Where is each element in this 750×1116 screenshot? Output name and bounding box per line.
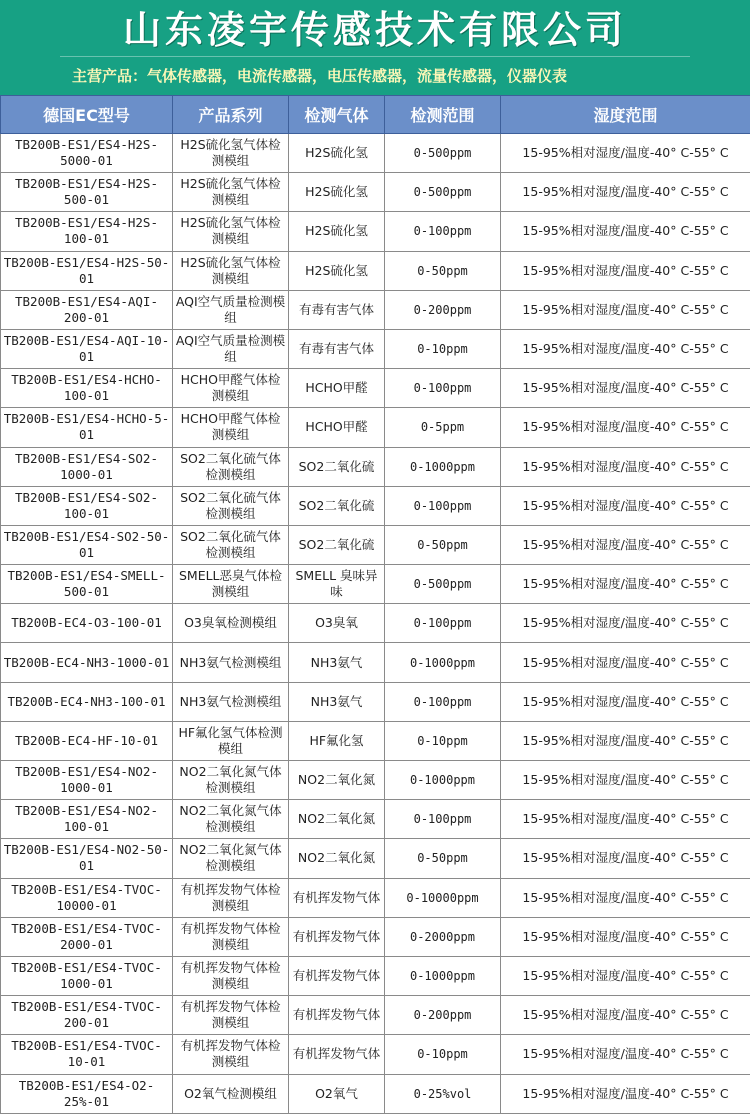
cell-gas: NH3氨气 <box>289 682 385 721</box>
cell-range: 0-1000ppm <box>385 956 501 995</box>
table-row <box>1 643 750 682</box>
cell-humidity: 15-95%相对湿度/温度-40° C-55° C <box>501 917 750 956</box>
cell-model: TB200B-ES1/ES4-AQI-10-01 <box>1 329 173 368</box>
cell-series: 有机挥发物气体检测模组 <box>173 1035 289 1074</box>
cell-model: TB200B-ES1/ES4-O2-25%-01 <box>1 1074 173 1113</box>
cell-range: 0-50ppm <box>385 839 501 878</box>
cell-gas: 有毒有害气体 <box>289 329 385 368</box>
cell-series: AQI空气质量检测模组 <box>173 290 289 329</box>
cell-range: 0-1000ppm <box>385 447 501 486</box>
cell-humidity: 15-95%相对湿度/温度-40° C-55° C <box>501 369 750 408</box>
cell-humidity: 15-95%相对湿度/温度-40° C-55° C <box>501 682 750 721</box>
cell-range: 0-10ppm <box>385 329 501 368</box>
company-name: 山东凌宇传感技术有限公司 <box>122 7 627 52</box>
cell-range: 0-10ppm <box>385 721 501 760</box>
cell-model: TB200B-ES1/ES4-TVOC-10000-01 <box>1 878 173 917</box>
cell-series: O2氧气检测模组 <box>173 1074 289 1113</box>
cell-gas: H2S硫化氢 <box>289 173 385 212</box>
cell-series: HCHO甲醛气体检测模组 <box>173 369 289 408</box>
cell-humidity: 15-95%相对湿度/温度-40° C-55° C <box>501 173 750 212</box>
table-row <box>1 134 750 173</box>
cell-humidity: 15-95%相对湿度/温度-40° C-55° C <box>501 212 750 251</box>
cell-series: O3臭氧检测模组 <box>173 604 289 643</box>
cell-gas: NO2二氧化氮 <box>289 761 385 800</box>
cell-range: 0-100ppm <box>385 369 501 408</box>
table-row <box>1 956 750 995</box>
cell-range: 0-25%vol <box>385 1074 501 1113</box>
cell-series: HF氟化氢气体检测模组 <box>173 721 289 760</box>
table-row <box>1 878 750 917</box>
cell-gas: NO2二氧化氮 <box>289 839 385 878</box>
cell-range: 0-1000ppm <box>385 643 501 682</box>
cell-humidity: 15-95%相对湿度/温度-40° C-55° C <box>501 878 750 917</box>
cell-humidity: 15-95%相对湿度/温度-40° C-55° C <box>501 839 750 878</box>
cell-gas: NO2二氧化氮 <box>289 800 385 839</box>
cell-humidity: 15-95%相对湿度/温度-40° C-55° C <box>501 251 750 290</box>
cell-range: 0-2000ppm <box>385 917 501 956</box>
cell-series: SO2二氧化硫气体检测模组 <box>173 525 289 564</box>
cell-gas: SMELL 臭味异味 <box>289 565 385 604</box>
cell-gas: 有机挥发物气体 <box>289 996 385 1035</box>
main-products-line: 主营产品：气体传感器，电流传感器，电压传感器，流量传感器，仪器仪表 <box>72 67 568 85</box>
cell-range: 0-100ppm <box>385 682 501 721</box>
cell-range: 0-100ppm <box>385 800 501 839</box>
cell-gas: SO2二氧化硫 <box>289 486 385 525</box>
cell-model: TB200B-ES1/ES4-HCHO-5-01 <box>1 408 173 447</box>
table-row <box>1 173 750 212</box>
cell-model: TB200B-ES1/ES4-TVOC-200-01 <box>1 996 173 1035</box>
cell-model: TB200B-EC4-HF-10-01 <box>1 721 173 760</box>
cell-gas: HCHO甲醛 <box>289 369 385 408</box>
cell-model: TB200B-ES1/ES4-NO2-1000-01 <box>1 761 173 800</box>
cell-range: 0-10000ppm <box>385 878 501 917</box>
table-row <box>1 565 750 604</box>
cell-model: TB200B-ES1/ES4-SO2-100-01 <box>1 486 173 525</box>
banner-divider <box>60 56 690 57</box>
cell-model: TB200B-ES1/ES4-NO2-50-01 <box>1 839 173 878</box>
table-row <box>1 761 750 800</box>
column-header-gas: 检测气体 <box>289 96 385 134</box>
cell-series: NH3氨气检测模组 <box>173 643 289 682</box>
cell-gas: 有机挥发物气体 <box>289 956 385 995</box>
cell-gas: O2氧气 <box>289 1074 385 1113</box>
cell-humidity: 15-95%相对湿度/温度-40° C-55° C <box>501 1074 750 1113</box>
cell-gas: H2S硫化氢 <box>289 251 385 290</box>
cell-humidity: 15-95%相对湿度/温度-40° C-55° C <box>501 525 750 564</box>
column-header-humidity: 湿度范围 <box>501 96 750 134</box>
cell-series: SO2二氧化硫气体检测模组 <box>173 447 289 486</box>
cell-model: TB200B-ES1/ES4-SO2-1000-01 <box>1 447 173 486</box>
cell-model: TB200B-ES1/ES4-H2S-50-01 <box>1 251 173 290</box>
cell-humidity: 15-95%相对湿度/温度-40° C-55° C <box>501 486 750 525</box>
column-header-model: 德国EC型号 <box>1 96 173 134</box>
table-row <box>1 1035 750 1074</box>
company-banner <box>0 0 750 95</box>
cell-range: 0-500ppm <box>385 134 501 173</box>
cell-gas: H2S硫化氢 <box>289 134 385 173</box>
table-row <box>1 369 750 408</box>
table-header-row <box>1 96 750 134</box>
cell-range: 0-50ppm <box>385 525 501 564</box>
table-row <box>1 486 750 525</box>
cell-series: AQI空气质量检测模组 <box>173 329 289 368</box>
cell-model: TB200B-ES1/ES4-TVOC-1000-01 <box>1 956 173 995</box>
cell-humidity: 15-95%相对湿度/温度-40° C-55° C <box>501 956 750 995</box>
table-row <box>1 251 750 290</box>
cell-series: 有机挥发物气体检测模组 <box>173 917 289 956</box>
cell-humidity: 15-95%相对湿度/温度-40° C-55° C <box>501 565 750 604</box>
cell-model: TB200B-ES1/ES4-SO2-50-01 <box>1 525 173 564</box>
cell-range: 0-500ppm <box>385 565 501 604</box>
cell-series: H2S硫化氢气体检测模组 <box>173 212 289 251</box>
cell-humidity: 15-95%相对湿度/温度-40° C-55° C <box>501 134 750 173</box>
cell-model: TB200B-ES1/ES4-AQI-200-01 <box>1 290 173 329</box>
cell-gas: 有机挥发物气体 <box>289 917 385 956</box>
column-header-range: 检测范围 <box>385 96 501 134</box>
cell-series: HCHO甲醛气体检测模组 <box>173 408 289 447</box>
cell-gas: SO2二氧化硫 <box>289 447 385 486</box>
cell-model: TB200B-ES1/ES4-H2S-5000-01 <box>1 134 173 173</box>
cell-range: 0-100ppm <box>385 486 501 525</box>
cell-series: NO2二氧化氮气体检测模组 <box>173 761 289 800</box>
cell-model: TB200B-ES1/ES4-NO2-100-01 <box>1 800 173 839</box>
cell-series: SMELL恶臭气体检测模组 <box>173 565 289 604</box>
table-row <box>1 917 750 956</box>
table-row <box>1 800 750 839</box>
cell-series: H2S硫化氢气体检测模组 <box>173 251 289 290</box>
cell-series: 有机挥发物气体检测模组 <box>173 996 289 1035</box>
cell-humidity: 15-95%相对湿度/温度-40° C-55° C <box>501 643 750 682</box>
cell-model: TB200B-ES1/ES4-TVOC-2000-01 <box>1 917 173 956</box>
cell-model: TB200B-ES1/ES4-HCHO-100-01 <box>1 369 173 408</box>
cell-humidity: 15-95%相对湿度/温度-40° C-55° C <box>501 721 750 760</box>
cell-range: 0-1000ppm <box>385 761 501 800</box>
cell-range: 0-10ppm <box>385 1035 501 1074</box>
cell-humidity: 15-95%相对湿度/温度-40° C-55° C <box>501 329 750 368</box>
cell-range: 0-50ppm <box>385 251 501 290</box>
cell-humidity: 15-95%相对湿度/温度-40° C-55° C <box>501 604 750 643</box>
cell-gas: NH3氨气 <box>289 643 385 682</box>
cell-range: 0-5ppm <box>385 408 501 447</box>
product-spec-table <box>0 95 750 1114</box>
cell-model: TB200B-EC4-NH3-100-01 <box>1 682 173 721</box>
table-body <box>1 134 750 1114</box>
table-row <box>1 408 750 447</box>
table-row <box>1 525 750 564</box>
table-row <box>1 290 750 329</box>
cell-series: NH3氨气检测模组 <box>173 682 289 721</box>
table-row <box>1 329 750 368</box>
cell-series: NO2二氧化氮气体检测模组 <box>173 800 289 839</box>
cell-model: TB200B-EC4-NH3-1000-01 <box>1 643 173 682</box>
cell-model: TB200B-ES1/ES4-SMELL-500-01 <box>1 565 173 604</box>
table-row <box>1 1074 750 1113</box>
table-row <box>1 721 750 760</box>
cell-range: 0-200ppm <box>385 996 501 1035</box>
cell-humidity: 15-95%相对湿度/温度-40° C-55° C <box>501 996 750 1035</box>
cell-humidity: 15-95%相对湿度/温度-40° C-55° C <box>501 290 750 329</box>
cell-gas: HCHO甲醛 <box>289 408 385 447</box>
table-row <box>1 996 750 1035</box>
table-row <box>1 682 750 721</box>
cell-gas: O3臭氧 <box>289 604 385 643</box>
cell-range: 0-200ppm <box>385 290 501 329</box>
cell-model: TB200B-ES1/ES4-H2S-500-01 <box>1 173 173 212</box>
cell-model: TB200B-ES1/ES4-TVOC-10-01 <box>1 1035 173 1074</box>
cell-model: TB200B-ES1/ES4-H2S-100-01 <box>1 212 173 251</box>
cell-gas: H2S硫化氢 <box>289 212 385 251</box>
cell-gas: HF氟化氢 <box>289 721 385 760</box>
cell-gas: 有机挥发物气体 <box>289 878 385 917</box>
cell-gas: 有毒有害气体 <box>289 290 385 329</box>
cell-range: 0-100ppm <box>385 212 501 251</box>
cell-humidity: 15-95%相对湿度/温度-40° C-55° C <box>501 447 750 486</box>
cell-humidity: 15-95%相对湿度/温度-40° C-55° C <box>501 761 750 800</box>
column-header-series: 产品系列 <box>173 96 289 134</box>
cell-gas: 有机挥发物气体 <box>289 1035 385 1074</box>
cell-range: 0-500ppm <box>385 173 501 212</box>
cell-gas: SO2二氧化硫 <box>289 525 385 564</box>
table-row <box>1 604 750 643</box>
cell-series: NO2二氧化氮气体检测模组 <box>173 839 289 878</box>
cell-series: 有机挥发物气体检测模组 <box>173 878 289 917</box>
cell-model: TB200B-EC4-O3-100-01 <box>1 604 173 643</box>
cell-humidity: 15-95%相对湿度/温度-40° C-55° C <box>501 800 750 839</box>
table-row <box>1 447 750 486</box>
table-row <box>1 839 750 878</box>
cell-series: 有机挥发物气体检测模组 <box>173 956 289 995</box>
cell-humidity: 15-95%相对湿度/温度-40° C-55° C <box>501 408 750 447</box>
table-row <box>1 212 750 251</box>
cell-series: H2S硫化氢气体检测模组 <box>173 134 289 173</box>
cell-humidity: 15-95%相对湿度/温度-40° C-55° C <box>501 1035 750 1074</box>
cell-range: 0-100ppm <box>385 604 501 643</box>
cell-series: SO2二氧化硫气体检测模组 <box>173 486 289 525</box>
cell-series: H2S硫化氢气体检测模组 <box>173 173 289 212</box>
